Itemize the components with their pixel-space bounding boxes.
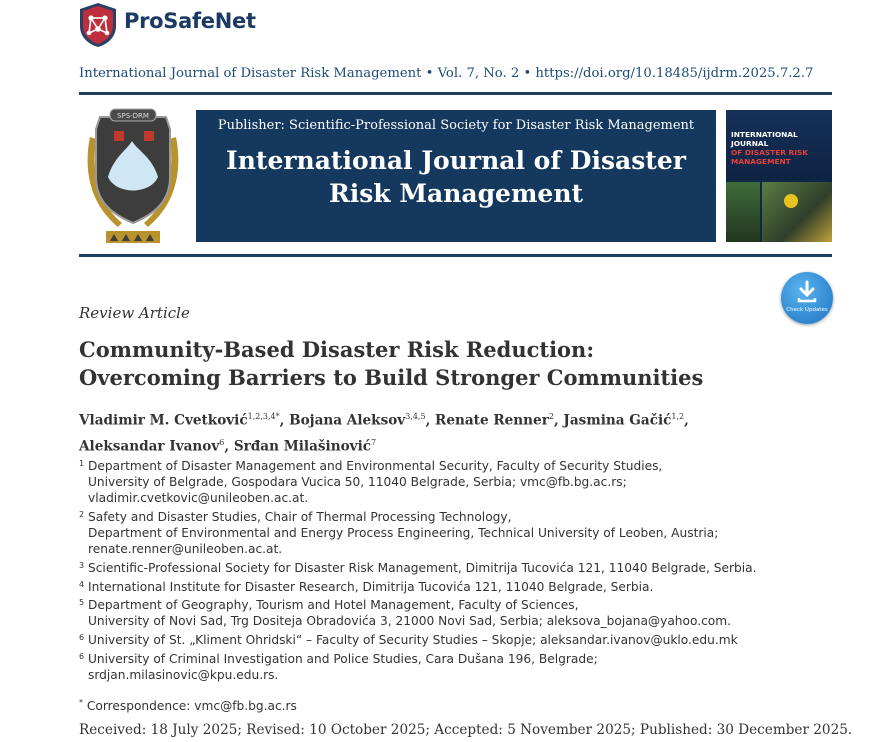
affiliation-number: 6 [79,651,85,661]
author-name[interactable]: Jasmina Gačić [563,412,672,429]
affiliation-number: 1 [79,459,85,468]
affiliation-item [79,597,859,629]
cover-title-line2: OF DISASTER RISK [731,148,808,157]
author-separator: , [553,412,564,429]
affiliation-number: 2 [79,510,85,519]
author-affiliation-marks: 6 [219,437,225,447]
affiliation-item [79,632,859,648]
cover-photo-1 [726,182,760,242]
author-name[interactable]: Bojana Aleksov [289,412,406,429]
affiliation-item [79,579,859,595]
author-name[interactable]: Aleksandar Ivanov [79,438,220,455]
affiliation-line: University of Belgrade, Gospodara Vucica 50, 11040 Belgrade, Serbia; vmc@fb.bg.ac.rs; [88,475,627,490]
correspondence-text: Correspondence: vmc@fb.bg.ac.rs [86,699,297,714]
journal-cover-thumbnail[interactable] [726,110,832,242]
author-separator: , [224,438,234,455]
helmet-icon [784,194,798,208]
affiliation-text [88,597,859,629]
article-type: Review Article [79,304,190,322]
affiliation-text [88,632,859,648]
author-affiliation-marks: 1,2,3,4* [247,412,280,421]
affiliation-text [88,560,859,576]
affiliation-text [88,651,859,683]
affiliation-number: 4 [79,579,85,589]
affiliation-item [79,458,859,507]
top-rule [79,92,832,95]
affiliation-line: srdjan.milasinovic@kpu.edu.rs. [88,667,279,682]
author-affiliation-marks: 1,2 [671,412,685,421]
author-separator: , [684,412,689,429]
author-separator: , [425,412,436,429]
affiliation-line: Department of Geography, Tourism and Hotel Management, Faculty of Sciences, [88,598,579,613]
author-name[interactable]: Vladimir M. Cvetković [79,412,248,429]
publication-dates: Received: 18 July 2025; Revised: 10 October 2025; Accepted: 5 November 2025; Published: 30 December 2025. [79,722,853,738]
affiliation-line: University of St. „Kliment Ohridski“ – Faculty of Security Studies – Skopje; aleksandar.ivanov@uklo.edu.mk [88,632,738,647]
banner-title [196,144,716,210]
affiliation-item [79,560,859,576]
affiliation-line: Department of Disaster Management and Environmental Security, Faculty of Security Studies, [88,459,663,473]
affiliation-line: University of Novi Sad, Trg Dositeja Obradovića 3, 21000 Novi Sad, Serbia; aleksova_bojana@yahoo.com. [88,614,731,629]
article-title-line1: Community-Based Disaster Risk Reduction: [79,337,595,362]
affiliation-line: University of Criminal Investigation and Police Studies, Cara Dušana 196, Belgrade; [88,651,598,666]
cover-photo-2 [762,182,832,242]
affiliation-number: 6 [79,632,85,642]
download-icon [795,280,819,304]
check-updates-button[interactable] [781,272,833,324]
affiliation-text [88,509,859,558]
affiliation-line: Safety and Disaster Studies, Chair of Thermal Processing Technology, [88,510,512,524]
affiliation-line: vladimir.cvetkovic@unileoben.ac.at. [88,491,309,506]
correspondence-mark: * [79,698,83,707]
journal-citation-line: International Journal of Disaster Risk Management • Vol. 7, No. 2 • https://doi.org/10.18485/ijdrm.2025.7.2.7 [79,66,814,81]
banner-title-line2: Risk Management [328,179,584,208]
journal-banner [196,110,716,242]
affiliation-line: International Institute for Disaster Research, Dimitrija Tucovića 121, 11040 Belgrade, Serbia. [88,579,654,594]
society-emblem [80,107,186,245]
cover-title-line3: MANAGEMENT [731,157,791,166]
author-name[interactable]: Srđan Milašinović [233,438,372,455]
author-separator: , [279,412,290,429]
check-updates-label: Check Updates [786,307,828,313]
affiliation-list [79,458,859,685]
emblem-top-text: SPS-DRM [117,112,149,120]
affiliation-number: 3 [79,561,85,570]
affiliation-item [79,651,859,683]
banner-title-line1: International Journal of Disaster [226,146,686,175]
correspondence-line [79,698,297,713]
bottom-rule [79,254,832,257]
author-affiliation-marks: 2 [548,412,554,421]
logo-text: ProSafeNet [124,9,256,33]
affiliation-line: Department of Environmental and Energy Process Engineering, Technical University of Leoben, Austria; [88,526,719,541]
article-title-line2: Overcoming Barriers to Build Stronger Communities [79,365,704,390]
affiliation-number: 5 [79,598,85,608]
article-title [79,336,779,392]
publisher-line: Publisher: Scientific-Professional Society for Disaster Risk Management [217,118,695,133]
affiliation-text [88,579,859,595]
author-affiliation-marks: 3,4,5 [405,412,426,421]
author-name[interactable]: Renate Renner [435,412,549,429]
cover-title-line1: INTERNATIONAL JOURNAL [731,130,798,148]
affiliation-line: renate.renner@unileoben.ac.at. [88,542,283,557]
network-shield-icon [78,2,118,48]
author-list [79,406,799,457]
affiliation-line: Scientific-Professional Society for Disaster Risk Management, Dimitrija Tucovića 121, 11040 Belgrade, Serbia. [88,561,757,575]
emblem-shield-icon [80,107,186,245]
affiliation-text [88,458,859,507]
affiliation-item [79,509,859,558]
cover-title [731,130,831,166]
author-affiliation-marks: 7 [371,437,377,447]
